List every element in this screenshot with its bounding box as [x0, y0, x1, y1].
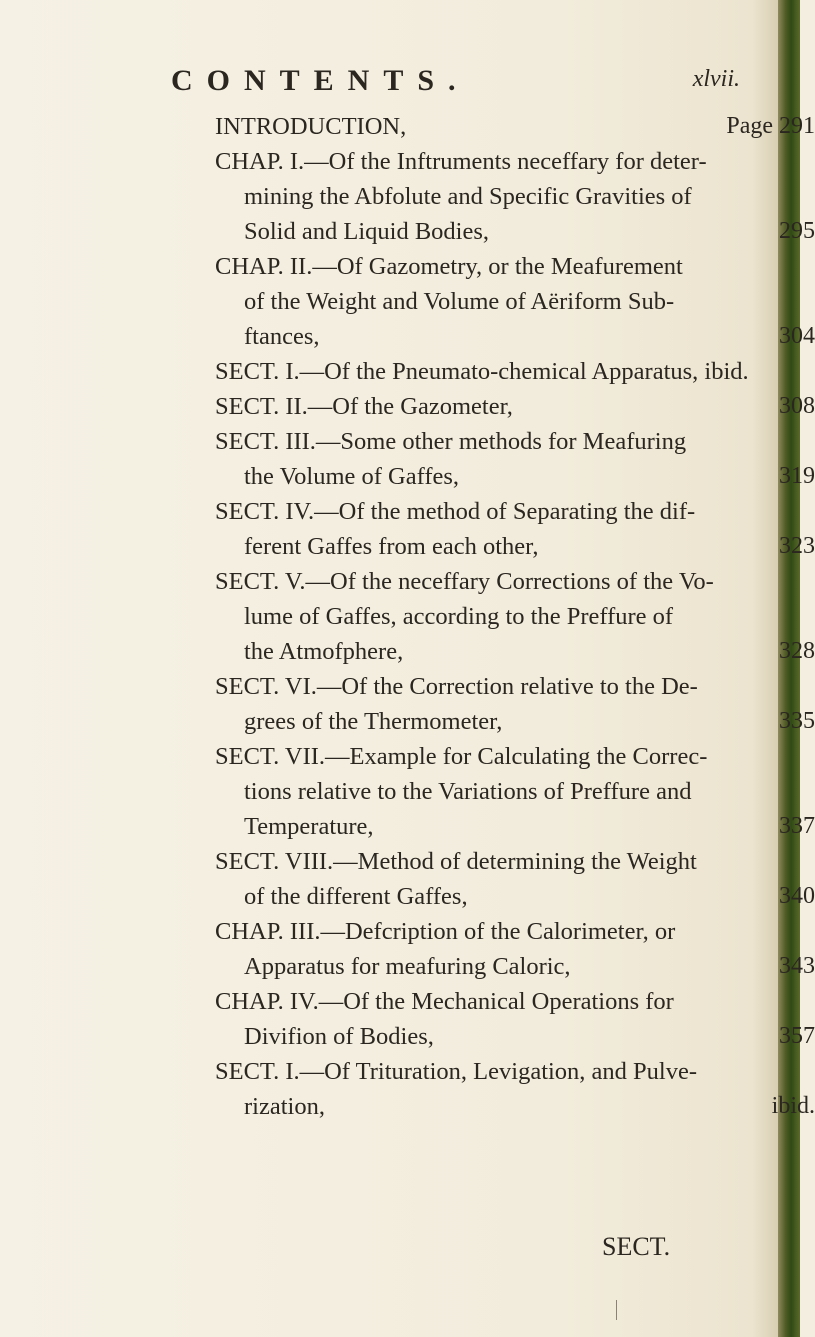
toc-entry [215, 739, 815, 844]
toc-entry [215, 389, 815, 424]
toc-page-number: ibid. [771, 1093, 815, 1119]
toc-page-number: 304 [779, 323, 815, 349]
toc-line: the Volume of Gaffes, 319 [215, 459, 715, 494]
toc-line: SECT. VIII.—Method of determining the Weight [215, 848, 697, 875]
toc-entry [215, 564, 815, 669]
toc-line: Divifion of Bodies, 357 [215, 1019, 715, 1054]
toc-line: SECT. I.—Of the Pneumato-chemical Apparatus, ibid. [215, 358, 749, 385]
toc-line: Solid and Liquid Bodies, 295 [215, 214, 715, 249]
toc-line: SECT. III.—Some other methods for Meafuring [215, 428, 687, 455]
toc-entry [215, 144, 815, 249]
page-mark [616, 1300, 617, 1320]
toc-entry [215, 109, 815, 144]
toc-entry [215, 844, 815, 914]
toc-entry [215, 494, 815, 564]
toc-line: SECT. II.—Of the Gazometer, 308 [215, 389, 715, 424]
toc-line: ferent Gaffes from each other, 323 [215, 529, 715, 564]
toc-line: SECT. V.—Of the neceffary Corrections of the Vo- [215, 568, 714, 595]
header-title: CONTENTS. [171, 64, 470, 97]
toc-line: SECT. IV.—Of the method of Separating the dif- [215, 498, 696, 525]
toc-line: lume of Gaffes, according to the Preffure of [244, 603, 674, 630]
toc-line: CHAP. III.—Defcription of the Calorimeter, or [215, 918, 676, 945]
toc-page-number: 343 [779, 953, 815, 979]
toc-line: INTRODUCTION, Page 291 [215, 109, 715, 144]
toc-line: SECT. VII.—Example for Calculating the Correc- [215, 743, 708, 770]
toc-line: SECT. I.—Of Trituration, Levigation, and Pulve- [215, 1058, 698, 1085]
toc-entry [215, 354, 749, 389]
toc-page-number: Page 291 [726, 113, 815, 139]
toc-entry [215, 669, 815, 739]
toc-line: SECT. VI.—Of the Correction relative to the De- [215, 673, 698, 700]
toc-page-number: 319 [779, 463, 815, 489]
toc-page-number: 340 [779, 883, 815, 909]
toc-line: grees of the Thermometer, 335 [215, 704, 715, 739]
toc-line: Temperature, 337 [215, 809, 715, 844]
toc-line: of the different Gaffes, 340 [215, 879, 715, 914]
toc-page-number: 357 [779, 1023, 815, 1049]
toc-page-number: 323 [779, 533, 815, 559]
toc-line: rization, ibid. [215, 1089, 715, 1124]
running-header [171, 64, 740, 104]
toc-line: of the Weight and Volume of Aëriform Sub- [244, 288, 675, 315]
toc-entry [215, 984, 815, 1054]
toc-line: CHAP. II.—Of Gazometry, or the Meafurement [215, 253, 683, 280]
toc-line: CHAP. IV.—Of the Mechanical Operations for [215, 988, 674, 1015]
toc-line: mining the Abfolute and Specific Gravities of [244, 183, 692, 210]
toc-line: ftances, 304 [215, 319, 715, 354]
toc-line: CHAP. I.—Of the Inftruments neceffary for deter- [215, 148, 707, 175]
toc-page-number: 328 [779, 638, 815, 664]
catchword: SECT. [602, 1232, 671, 1261]
toc-entry [215, 249, 815, 354]
toc-entry [215, 1054, 815, 1124]
toc-line: the Atmofphere, 328 [215, 634, 715, 669]
toc-line: Apparatus for meafuring Caloric, 343 [215, 949, 715, 984]
header-page-number: xlvii. [692, 66, 740, 92]
toc-page-number: 295 [779, 218, 815, 244]
toc-line: tions relative to the Variations of Preffure and [244, 778, 692, 805]
toc-page-number: 308 [779, 393, 815, 419]
toc-entry [215, 914, 815, 984]
toc-page-number: 337 [779, 813, 815, 839]
toc-entry [215, 424, 815, 494]
toc-page-number: 335 [779, 708, 815, 734]
